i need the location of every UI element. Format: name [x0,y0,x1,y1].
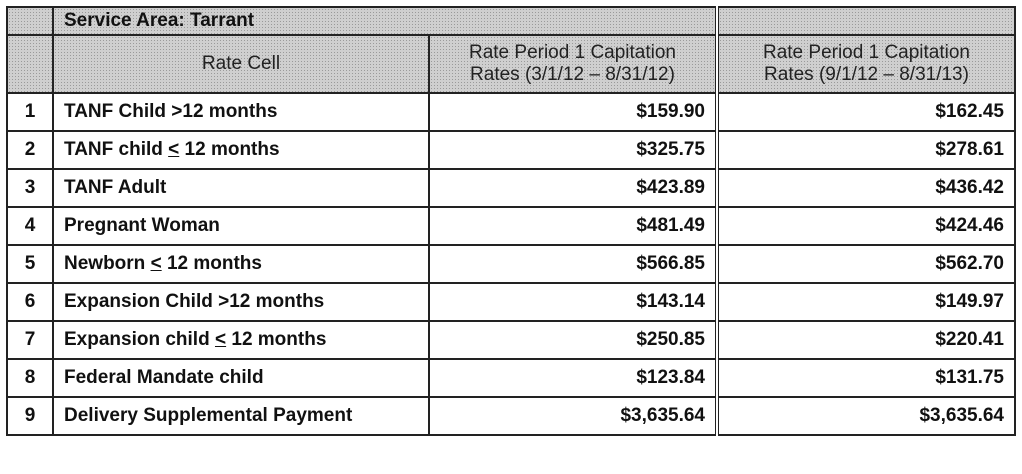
table-row [7,169,1015,207]
rate-period-1-value: $143.14 [429,283,717,321]
rate-period-1-value: $566.85 [429,245,717,283]
rate-cell-text: TANF Child >12 months [64,101,278,122]
rate-cell-name [53,321,429,359]
rate-period-1-value: $423.89 [429,169,717,207]
row-number: 4 [7,207,53,245]
rate-cell-name [53,245,429,283]
rate-cell-text: Expansion child [64,329,215,350]
rate-period-1-value: $250.85 [429,321,717,359]
rate-period-1-value: $325.75 [429,131,717,169]
period-2-header-line1: Rate Period 1 Capitation [762,42,970,63]
rate-cell-name [53,169,429,207]
table-row [7,245,1015,283]
period-1-header [429,35,717,93]
row-number: 1 [7,93,53,131]
rate-period-2-value: $424.46 [717,207,1015,245]
service-area-row [7,7,1015,35]
rate-period-2-value: $3,635.64 [717,397,1015,435]
table-row [7,321,1015,359]
table-row [7,359,1015,397]
rate-cell-text: Expansion Child >12 months [64,291,325,312]
table-row [7,397,1015,435]
rate-cell-text: TANF Adult [64,177,167,198]
rate-period-1-value: $123.84 [429,359,717,397]
rate-period-2-value: $562.70 [717,245,1015,283]
rate-period-1-value: $481.49 [429,207,717,245]
less-or-equal-symbol: < [214,329,227,350]
row-number: 3 [7,169,53,207]
table-row [7,283,1015,321]
rate-period-2-value: $149.97 [717,283,1015,321]
rate-cell-name [53,397,429,435]
rate-period-1-value: $3,635.64 [429,397,717,435]
row-number: 7 [7,321,53,359]
rate-cell-text: Federal Mandate child [64,367,264,388]
rate-cell-name [53,131,429,169]
rate-period-2-value: $278.61 [717,131,1015,169]
rate-cell-text: Delivery Supplemental Payment [64,405,353,426]
period-2-header-line2: Rates (9/1/12 – 8/31/13) [764,64,969,85]
rate-cell-text: Pregnant Woman [64,215,220,236]
capitation-rates-table [6,6,1016,436]
table-row [7,207,1015,245]
rate-cell-name [53,207,429,245]
period-2-header [717,35,1015,93]
rate-cell-text: TANF child [64,139,169,160]
row-number: 2 [7,131,53,169]
rate-cell-name [53,93,429,131]
rate-period-2-value: $220.41 [717,321,1015,359]
table-row [7,93,1015,131]
table-row [7,131,1015,169]
less-or-equal-symbol: < [150,253,162,274]
rate-period-2-value: $436.42 [717,169,1015,207]
rate-cell-text-suffix: 12 months [179,139,280,160]
rate-cell-text-suffix: 12 months [161,253,262,274]
rate-period-1-value: $159.90 [429,93,717,131]
rate-cell-text: Newborn [64,253,151,274]
period-1-header-line1: Rate Period 1 Capitation [468,42,676,63]
service-area-label: Service Area: Tarrant [53,7,717,35]
rate-period-2-value: $131.75 [717,359,1015,397]
rate-cell-text-suffix: 12 months [226,329,327,350]
period-1-header-line2: Rates (3/1/12 – 8/31/12) [470,64,675,85]
row-number: 9 [7,397,53,435]
row-number: 8 [7,359,53,397]
rate-cell-name [53,359,429,397]
row-number: 6 [7,283,53,321]
rate-period-2-value: $162.45 [717,93,1015,131]
less-or-equal-symbol: < [168,139,180,160]
rate-cell-name [53,283,429,321]
row-number: 5 [7,245,53,283]
header-row [7,35,1015,93]
rate-cell-header: Rate Cell [53,35,429,93]
